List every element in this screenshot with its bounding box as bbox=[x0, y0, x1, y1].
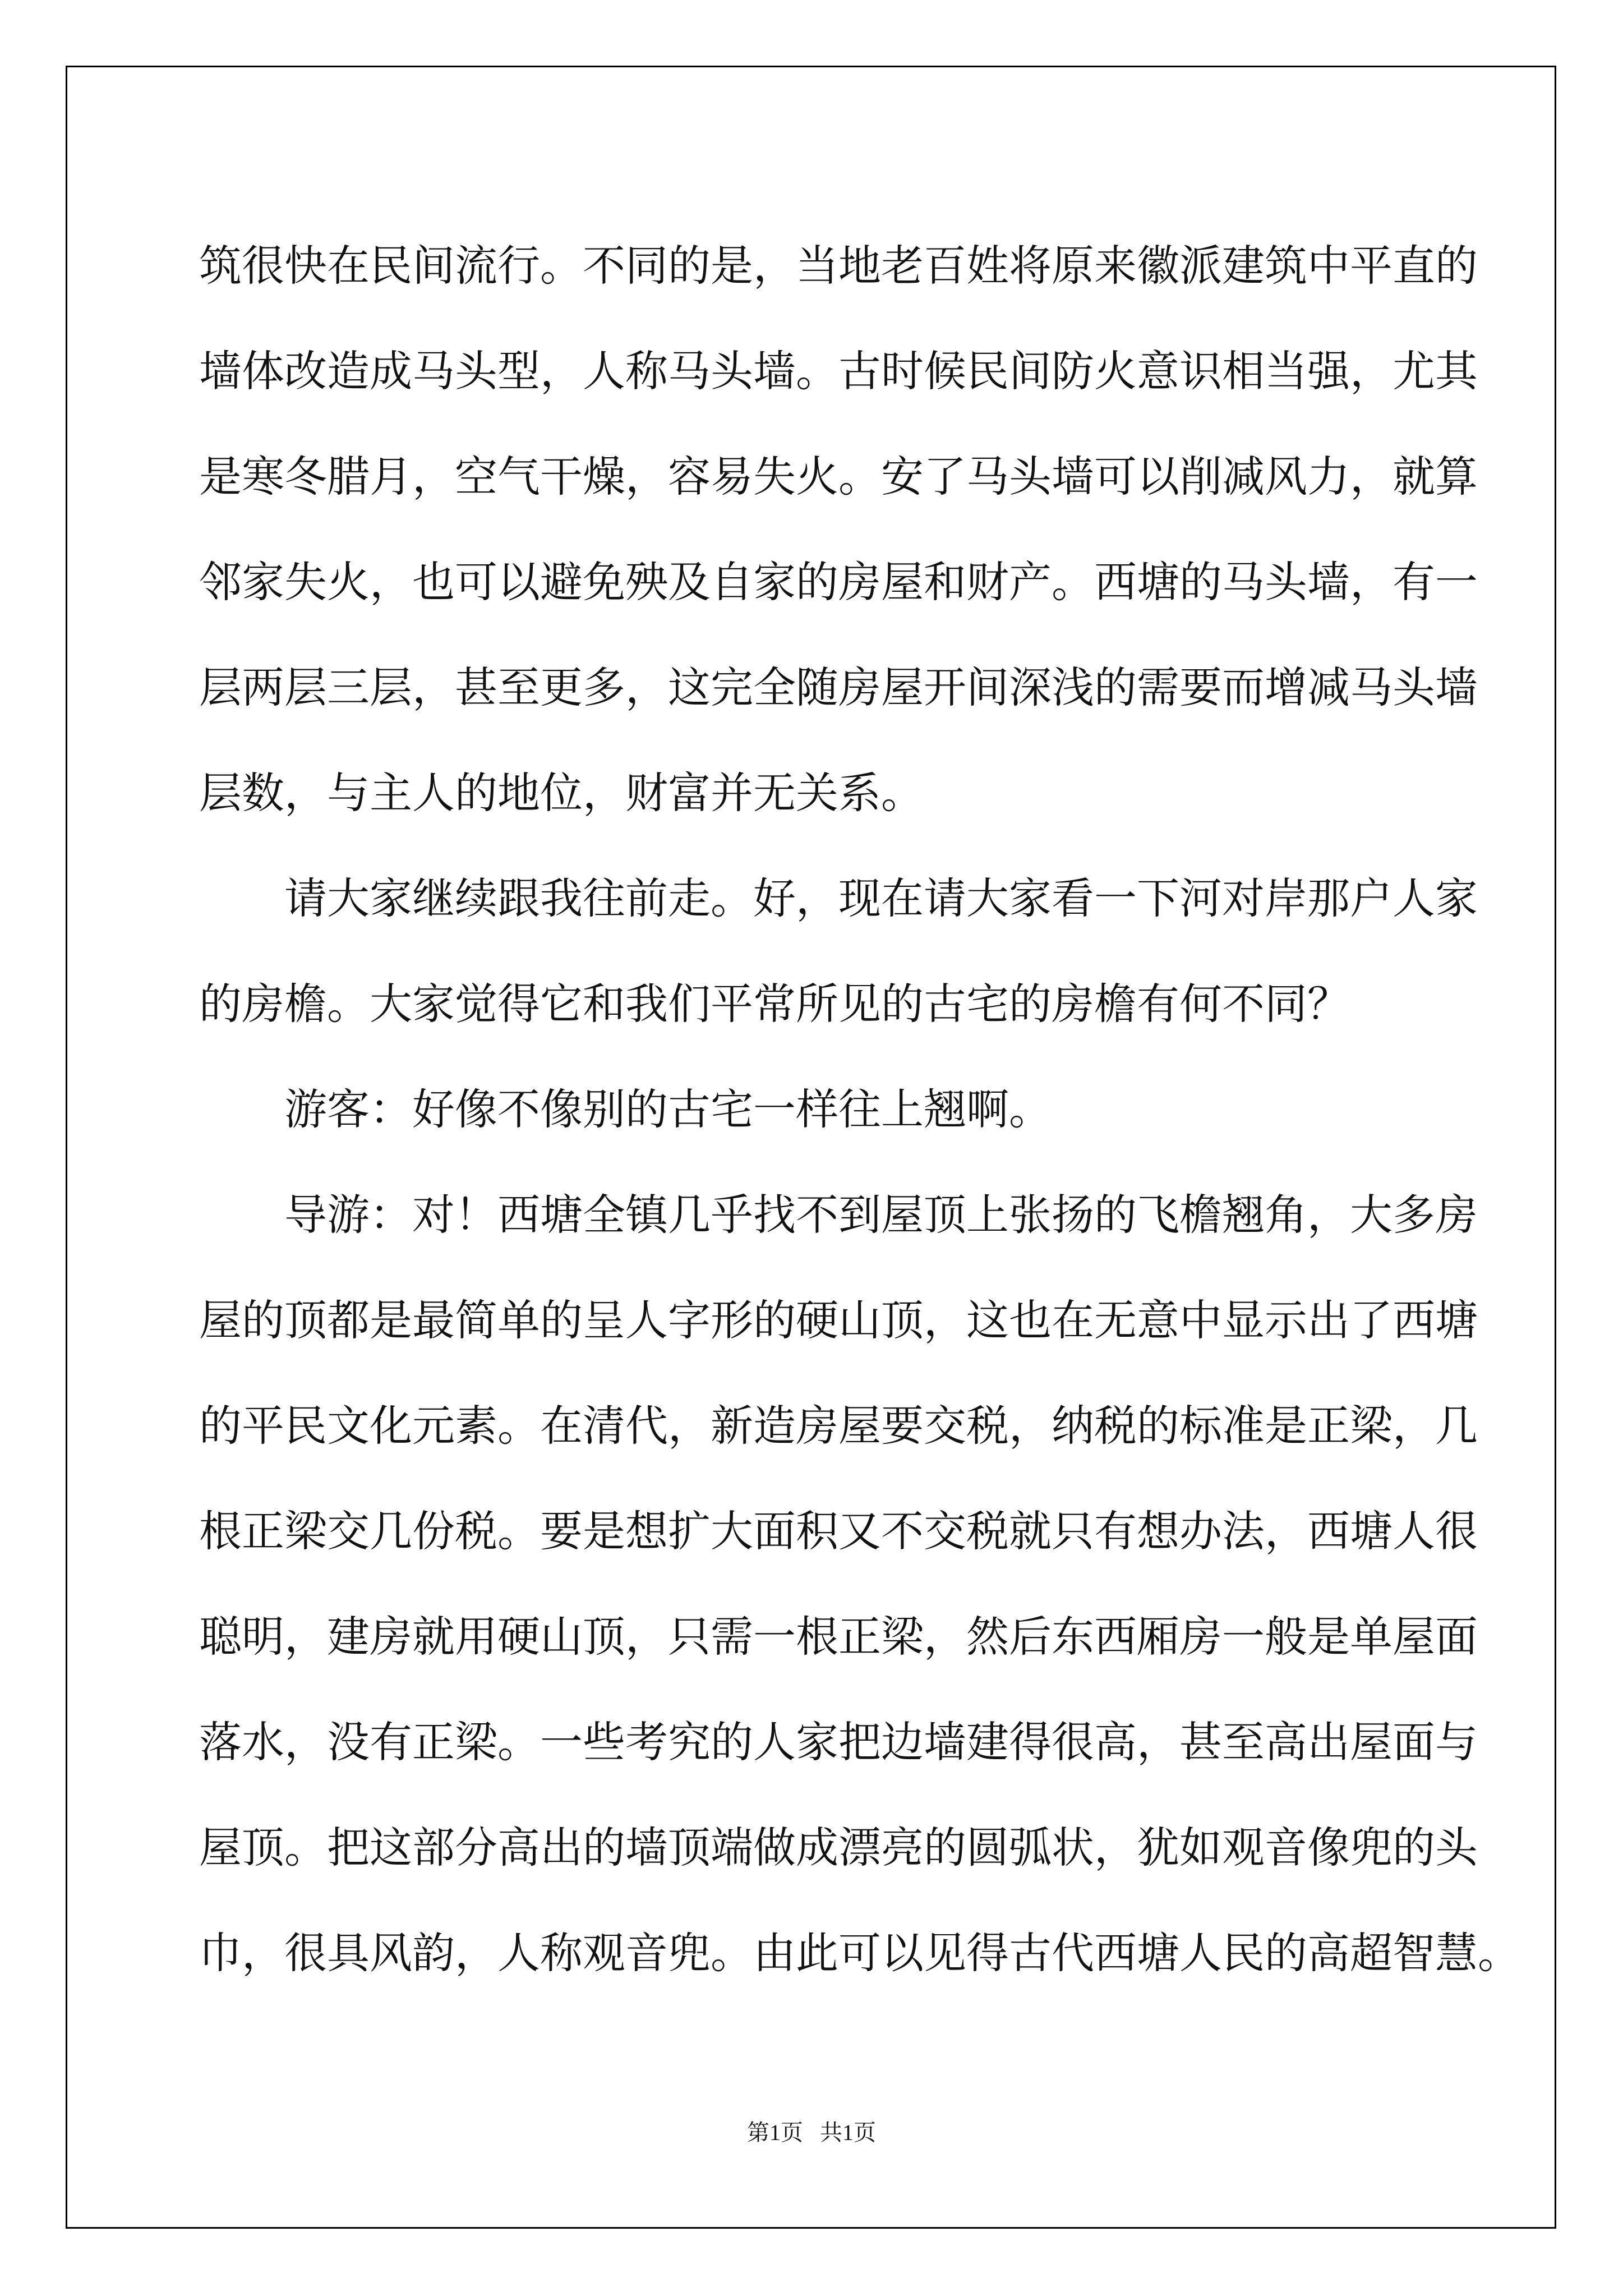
text-line: 巾，很具风韵，人称观音兜。由此可以见得古代西塘人民的高超智慧。 bbox=[199, 1928, 1520, 1978]
page-number-label: 第1页 共1页 bbox=[747, 2120, 876, 2145]
text-line: 筑很快在民间流行。不同的是，当地老百姓将原来徽派建筑中平直的 bbox=[199, 241, 1478, 291]
text-line: 屋的顶都是最简单的呈人字形的硬山顶，这也在无意中显示出了西塘 bbox=[199, 1295, 1478, 1345]
text-line: 层两层三层，甚至更多，这完全随房屋开间深浅的需要而增减马头墙 bbox=[199, 662, 1478, 712]
text-line: 聪明，建房就用硬山顶，只需一根正梁，然后东西厢房一般是单屋面 bbox=[199, 1612, 1478, 1662]
text-line: 根正梁交几份税。要是想扩大面积又不交税就只有想办法，西塘人很 bbox=[199, 1506, 1478, 1556]
text-line: 墙体改造成马头型，人称马头墙。古时候民间防火意识相当强，尤其 bbox=[199, 346, 1478, 396]
text-line: 请大家继续跟我往前走。好，现在请大家看一下河对岸那户人家 bbox=[284, 873, 1478, 923]
text-line: 导游：对！西塘全镇几乎找不到屋顶上张扬的飞檐翘角，大多房 bbox=[284, 1190, 1478, 1240]
document-body bbox=[199, 213, 1520, 2006]
text-line: 层数，与主人的地位，财富并无关系。 bbox=[199, 768, 924, 818]
text-line: 是寒冬腊月，空气干燥，容易失火。安了马头墙可以削减风力，就算 bbox=[199, 452, 1478, 501]
text-line: 的平民文化元素。在清代，新造房屋要交税，纳税的标准是正梁，几 bbox=[199, 1401, 1478, 1451]
text-line: 落水，没有正梁。一些考究的人家把边墙建得很高，甚至高出屋面与 bbox=[199, 1717, 1478, 1767]
text-line: 屋顶。把这部分高出的墙顶端做成漂亮的圆弧状，犹如观音像兜的头 bbox=[199, 1823, 1478, 1872]
text-line: 邻家失火，也可以避免殃及自家的房屋和财产。西塘的马头墙，有一 bbox=[199, 557, 1478, 607]
page-footer bbox=[0, 2115, 1623, 2147]
text-line: 游客：好像不像别的古宅一样往上翘啊。 bbox=[284, 1084, 1052, 1134]
text-line: 的房檐。大家觉得它和我们平常所见的古宅的房檐有何不同？ bbox=[199, 979, 1350, 1029]
